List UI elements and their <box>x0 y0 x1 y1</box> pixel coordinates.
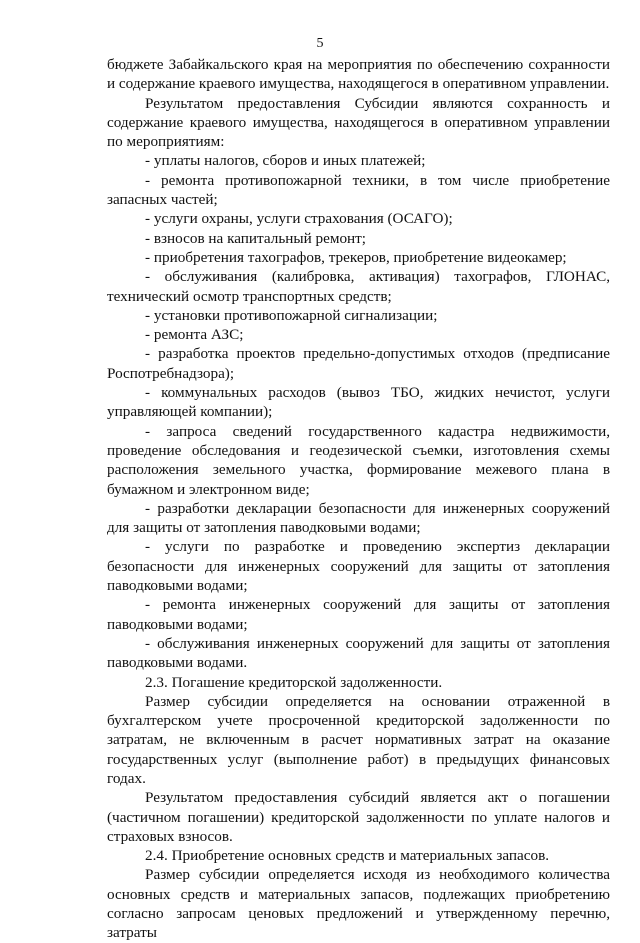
paragraph: - взносов на капитальный ремонт; <box>145 229 367 247</box>
paragraph: - приобретения тахографов, трекеров, приобретение видеокамер; <box>145 248 567 266</box>
paragraph: 2.3. Погашение кредиторской задолженности. <box>145 673 443 691</box>
page-number: 5 <box>316 36 324 51</box>
paragraph: - обслуживания (калибровка, активация) тахографов, ГЛОНАС, технический осмотр транспортных средств; <box>107 268 610 305</box>
paragraph: - уплаты налогов, сборов и иных платежей; <box>145 152 426 170</box>
paragraph: Размер субсидии определяется исходя из необходимого количества основных средств и материальных запасов, подлежащих приобретению согласно запросам ценовых предложений и утвержденному перечню, затраты <box>107 866 610 942</box>
paragraph: - услуги по разработке и проведению экспертиз декларации безопасности для инженерных сооружений для защиты от затопления паводковыми водами; <box>107 538 610 595</box>
paragraph: - обслуживания инженерных сооружений для защиты от затопления паводковыми водами. <box>107 634 610 672</box>
paragraph: - коммунальных расходов (вывоз ТБО, жидких нечистот, услуги управляющей компании); <box>107 384 610 421</box>
paragraph: - установки противопожарной сигнализации; <box>145 306 438 324</box>
paragraph: Результатом предоставления субсидий является акт о погашении (частичном погашении) кредиторской задолженности по уплате налогов и страховых взносов. <box>107 789 610 845</box>
paragraph: - ремонта инженерных сооружений для защиты от затопления паводковыми водами; <box>107 596 610 633</box>
paragraph: - услуги охраны, услуги страхования (ОСАГО); <box>145 210 453 228</box>
document-body <box>107 55 610 943</box>
paragraph: бюджете Забайкальского края на мероприятия по обеспечению сохранности и содержание краевого имущества, находящегося в оперативном управлении. <box>107 56 610 93</box>
paragraph: Результатом предоставления Субсидии являются сохранность и содержание краевого имущества, находящегося в оперативном управлении по мероприятиям: <box>107 94 610 151</box>
paragraph: - разработки декларации безопасности для инженерных сооружений для защиты от затопления паводковыми водами; <box>107 499 610 537</box>
paragraph: - ремонта противопожарной техники, в том числе приобретение запасных частей; <box>107 171 610 209</box>
paragraph: - запроса сведений государственного кадастра недвижимости, проведение обследования и геодезической съемки, изготовления схемы расположения земельного участка, формирование межевого плана в бумажном и электронном виде; <box>107 422 610 498</box>
paragraph: Размер субсидии определяется на основании отраженной в бухгалтерском учете просроченной кредиторской задолженности по затратам, не включенным в расчет нормативных затрат на оказание государственных услуг (выполнение работ) в предыдущих финансовых годах. <box>107 692 610 787</box>
paragraph: 2.4. Приобретение основных средств и материальных запасов. <box>145 847 550 865</box>
paragraph: - ремонта АЗС; <box>145 326 244 344</box>
paragraph: - разработка проектов предельно-допустимых отходов (предписание Роспотребнадзора); <box>107 345 610 382</box>
